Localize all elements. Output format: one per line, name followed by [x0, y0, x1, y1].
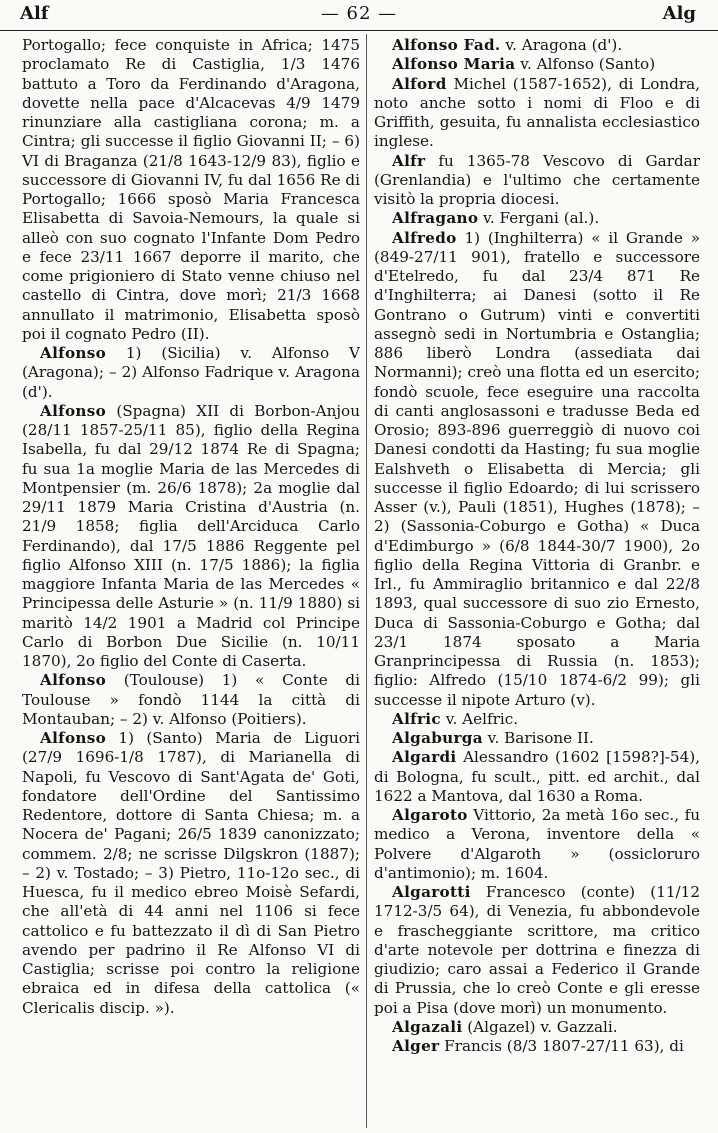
entry-headword: Alfric	[392, 709, 441, 728]
entry-headword: Alfonso	[40, 401, 107, 420]
entry-headword: Alfr	[392, 151, 426, 170]
entry-headword: Alger	[392, 1037, 440, 1055]
entry-headword: Alfonso	[40, 671, 107, 690]
entry-headword: Alfonso Fad.	[392, 36, 501, 54]
dictionary-entry	[22, 671, 360, 729]
entry-text: Vittorio, 2a metà 16o sec., fu medico a Verona, inventore della « Polvere d'Algaroth » (ossicloruro d'antimonio); m. 1604.	[374, 806, 700, 882]
entry-text: 1) (Sicilia) v. Alfonso V (Aragona); – 2) Alfonso Fadrique v. Aragona (d').	[22, 344, 360, 401]
running-head-right: Alg	[662, 3, 696, 24]
dictionary-entry	[374, 75, 700, 152]
entry-headword: Algardi	[392, 748, 457, 767]
dictionary-entry	[374, 710, 700, 729]
dictionary-entry	[374, 748, 700, 806]
running-head-left: Alf	[20, 3, 49, 24]
column-divider	[366, 34, 367, 1128]
page-header	[0, 0, 718, 31]
entry-text: (Spagna) XII di Borbon-Anjou (28/11 1857-25/11 85), figlio della Regina Isabella, fu dal 29/12 1874 Re di Spagna; fu sua 1a moglie Maria de las Mercedes di Montpensier (m. 26/6 1878); 2a moglie dal 29/11 1879 Maria Cristina d'Austria (n. 21/9 1858; figlia dell'Arciduca Carlo Ferdinando), dal 17/5 1886 Reggente pel figlio Alfonso XIII (n. 17/5 1886); la figlia maggiore Infanta Maria de las Mercedes « Principessa delle Asturie » (n. 11/9 1880) si maritò 14/2 1901 a Madrid col Principe Carlo di Borbon Due Sicilie (n. 10/11 1870), 2o figlio del Conte di Caserta.	[22, 401, 360, 670]
dictionary-entry	[22, 36, 360, 344]
dictionary-entry	[374, 729, 700, 748]
entry-text: v. Fergani (al.).	[478, 209, 600, 228]
entry-headword: Alfredo	[392, 228, 457, 247]
entry-text: 1) (Santo) Maria de Liguori (27/9 1696-1/8 1787), di Marianella di Napoli, fu Vescovo di Sant'Agata de' Goti, fondatore dell'Ordine del Santissimo Redentore, dottore di Santa Chiesa; m. a Nocera de' Pagani; 26/5 1839 canonizzato; commem. 2/8; ne scrisse Dilgskron (1887); – 2) v. Tostado; – 3) Pietro, 11o-12o sec., di Huesca, fu il medico ebreo Moisè Sefardi, che all'età di 44 anni nel 1106 si fece cattolico e fu battezzato il dì di San Pietro avendo per padrino il Re Alfonso VI di Castiglia; scrisse poi contro la religione ebraica ed in difesa della cattolica (« Clericalis discip. »).	[22, 729, 360, 1017]
dictionary-entry	[374, 55, 700, 74]
entry-headword: Alfonso	[40, 729, 107, 747]
right-column	[374, 36, 700, 1126]
entry-text: Francis (8/3 1807-27/11 63), di	[439, 1037, 684, 1055]
entry-headword: Algaroto	[392, 806, 468, 824]
entry-headword: Alfragano	[392, 209, 479, 228]
entry-headword: Algaburga	[392, 729, 483, 747]
entry-text: (Toulouse) 1) « Conte di Toulouse » fondò 1144 la città di Montauban; – 2) v. Alfonso (Poitiers).	[22, 671, 360, 728]
entry-text: v. Alfonso (Santo)	[515, 55, 656, 74]
dictionary-entry	[374, 1037, 700, 1056]
entry-headword: Algazali	[392, 1017, 463, 1036]
entry-text: v. Aelfric.	[440, 709, 519, 728]
dictionary-entry	[22, 402, 360, 672]
entry-text: fu 1365-78 Vescovo di Gardar (Grenlandia) e l'ultimo che certamente visitò la propria diocesi.	[374, 151, 700, 208]
dictionary-entry	[374, 806, 700, 883]
entry-headword: Alford	[392, 74, 447, 93]
entry-text: v. Aragona (d').	[500, 36, 623, 54]
entry-headword: Alfonso Maria	[392, 55, 516, 74]
entry-headword: Alfonso	[40, 344, 107, 362]
entry-text: 1) (Inghilterra) « il Grande » (849-27/11 901), fratello e successore d'Etelredo, fu dal 23/4 871 Re d'Inghilterra; ai Danesi (sotto il Re Gontrano o Gutrum) vinti e convertiti assegnò sedi in Nortumbria e Ostanglia; 886 liberò Londra (assediata dai Normanni); creò una flotta ed un esercito; fondò scuole, fece eseguire una raccolta di canti anglosassoni e tradusse Beda ed Orosio; 893-896 guerreggiò di nuovo coi Danesi condotti da Hasting; fu sua moglie Ealshveth o Elisabetta di Mercia; gli successe il figlio Edoardo; di lui scrissero Asser (v.), Pauli (1851), Hughes (1878); – 2) (Sassonia-Coburgo e Gotha) « Duca d'Edimburgo » (6/8 1844-30/7 1900), 2o figlio della Regina Vittoria di Granbr. e Irl., fu Ammiraglio britannico e dal 22/8 1893, qual successore di suo zio Ernesto, Duca di Sassonia-Coburgo e Gotha; dal 23/1 1874 sposato a Maria Granprincipessa di Russia (n. 1853); figlio: Alfredo (15/10 1874-6/2 99); gli successe il nipote Arturo (v).	[374, 228, 700, 709]
dictionary-entry	[374, 209, 700, 228]
page-number: — 62 —	[320, 3, 398, 24]
dictionary-entry	[22, 729, 360, 1018]
entry-headword: Algarotti	[392, 883, 471, 901]
dictionary-entry	[22, 344, 360, 402]
left-column	[22, 36, 360, 1126]
dictionary-entry	[374, 883, 700, 1018]
dictionary-entry	[374, 36, 700, 55]
entry-text: Alessandro (1602 [1598?]-54), di Bologna, fu scult., pitt. ed archit., dal 1622 a Mantova, dal 1630 a Roma.	[374, 748, 700, 805]
entry-text: v. Barisone II.	[482, 729, 594, 747]
entry-text: (Algazel) v. Gazzali.	[462, 1017, 618, 1036]
entry-text: Portogallo; fece conquiste in Africa; 1475 proclamato Re di Castiglia, 1/3 1476 battuto a Toro da Ferdinando d'Aragona, dovette nella pace d'Alcacevas 4/9 1479 rinunziare alla castigliana corona; m. a Cintra; gli successe il figlio Giovanni II; – 6) VI di Braganza (21/8 1643-12/9 83), figlio e successore di Giovanni IV, fu dal 1656 Re di Portogallo; 1666 sposò Maria Francesca Elisabetta di Savoia-Nemours, la quale si alleò con suo cognato l'Infante Dom Pedro e fece 23/11 1667 deporre il marito, che come prigioniero di Stato venne chiuso nel castello di Cintra, dove morì; 21/3 1668 annullato il matrimonio, Elisabetta sposò poi il cognato Pedro (II).	[22, 36, 360, 343]
entry-text: Michel (1587-1652), di Londra, noto anche sotto i nomi di Floo e di Griffith, gesuita, fu annalista ecclesiastico inglese.	[374, 74, 700, 151]
dictionary-entry	[374, 1018, 700, 1037]
dictionary-entry	[374, 229, 700, 710]
entry-text: Francesco (conte) (11/12 1712-3/5 64), di Venezia, fu abbondevole e frascheggiante scrittore, ma critico d'arte notevole per dottrina e finezza di giudizio; caro assai a Federico il Grande di Prussia, che lo creò Conte e gli eresse poi a Pisa (dove morì) un monumento.	[374, 883, 700, 1017]
dictionary-entry	[374, 152, 700, 210]
